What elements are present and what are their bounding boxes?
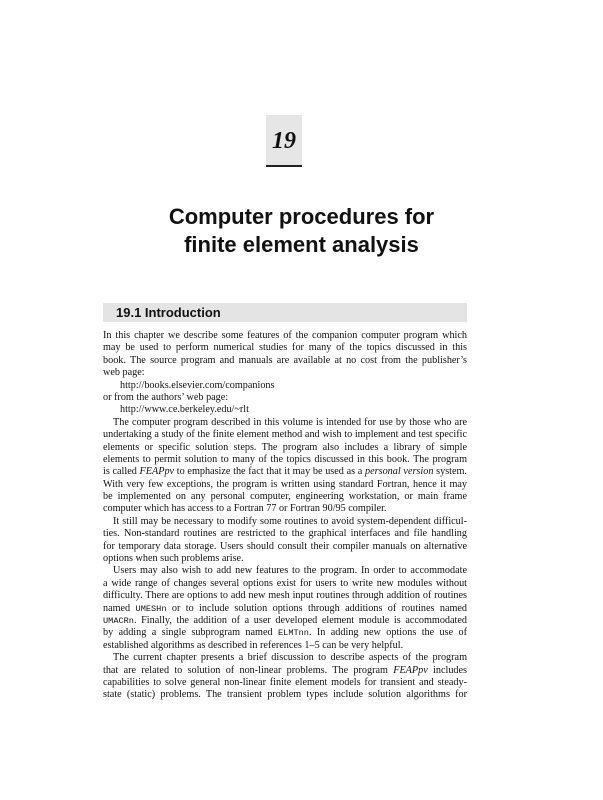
text-line: may be used to perform numerical studies for many of the topics discussed in this — [103, 342, 467, 354]
url-line: http://books.elsevier.com/companions — [120, 379, 275, 391]
text-line: difficulty. There are options to add new mesh input routines through addition of routines — [103, 590, 467, 602]
text-line: The current chapter presents a brief discussion to describe aspects of the program — [113, 652, 467, 664]
text-line: established algorithms as described in references 1–5 can be very helpful. — [103, 639, 404, 651]
text-line: is called FEAPpv to emphasize the fact that it may be used as a personal version system. — [103, 466, 467, 478]
text-line: UMACRn. Finally, the addition of a user developed element module is accommodated — [103, 614, 467, 626]
chapter-title-line-2: finite element analysis — [184, 232, 419, 257]
text-line: that are related to solution of non-linear problems. The program FEAPpv includes — [103, 664, 467, 676]
text-line: by adding a single subprogram named ELMTnn. In adding new options the use of — [103, 627, 468, 639]
routine-name: UMACRn — [103, 615, 134, 626]
text-line: options when such problems arise. — [103, 553, 244, 565]
chapter-number-box — [266, 115, 302, 167]
chapter-title-line-1: Computer procedures for — [168, 204, 435, 229]
text-line: book. The source program and manuals are available at no cost from the publisher’s — [103, 354, 467, 366]
text-line: It still may be necessary to modify some routines to avoid system-dependent difficul- — [113, 515, 467, 527]
text-line: undertaking a study of the finite element method and wish to implement and test specific — [103, 429, 467, 441]
text-line: capabilities to solve general non-linear finite element models for transient and steady- — [103, 676, 467, 688]
url-line: http://www.ce.berkeley.edu/~rlt — [120, 404, 249, 416]
text-line: elements to permit solution to many of the topics discussed in this book. The program — [103, 453, 467, 465]
text-line: Users may also wish to add new features to the program. In order to accommodate — [113, 565, 467, 577]
chapter-number: 19 — [272, 128, 296, 154]
chapter-title — [60, 203, 543, 259]
program-name: FEAPpv — [139, 466, 175, 478]
text-line: a wide range of changes several options exist for users to write new modules without — [103, 577, 467, 589]
text-line: be implemented on any personal computer, engineering workstation, or main frame — [103, 491, 467, 503]
text-line: In this chapter we describe some features of the companion computer program which — [103, 330, 467, 341]
text-line: state (static) problems. The transient problem types include solution algorithms for — [103, 689, 467, 701]
text-line: for temporary data storage. Users should consult their compiler manuals on alternative — [103, 540, 467, 552]
text-line: elements or specific solution steps. The program also includes a library of simple — [103, 441, 467, 453]
text-line: ties. Non-standard routines are restricted to the graphical interfaces and file handling — [103, 528, 467, 540]
routine-name: ELMTnn — [278, 628, 309, 639]
routine-name: UMESHn — [135, 603, 167, 614]
section-heading-bar — [103, 303, 467, 322]
section-title: 19.1 Introduction — [116, 305, 221, 320]
text-line: The computer program described in this volume is intended for use by those who are — [113, 416, 467, 428]
body-text — [103, 330, 467, 702]
emphasis-text: personal version — [365, 466, 434, 478]
text-line: computer which has access to a Fortran 77 or Fortran 90/95 compiler. — [103, 503, 387, 515]
text-line: named UMESHn or to include solution options through additions of routines named — [103, 602, 468, 614]
text-line: With very few exceptions, the program is written using standard Fortran, hence it may — [103, 478, 467, 490]
program-name: FEAPpv — [393, 664, 428, 676]
text-line: or from the authors’ web page: — [103, 391, 229, 403]
text-line: web page: — [103, 367, 145, 379]
